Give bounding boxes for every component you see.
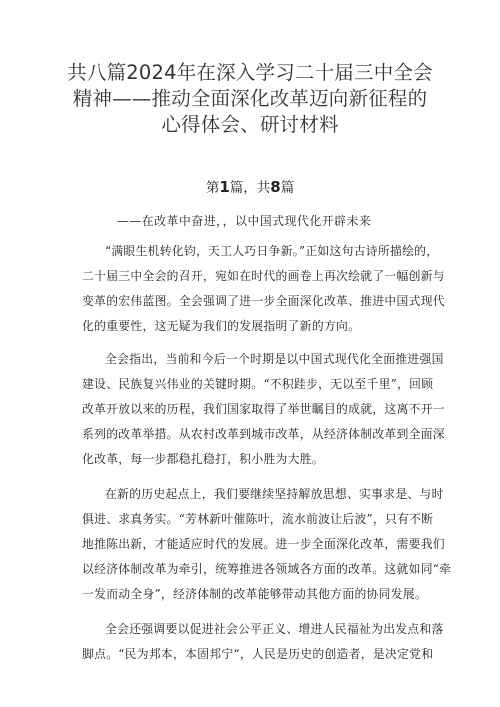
paragraph-line: 化的重要性，这无疑为我们的发展指明了新的方向。 <box>82 319 361 333</box>
paragraph-4 <box>82 617 444 667</box>
paragraph-line: 系列的改革举措。从农村改革到城市改革，从经济体制改革到全面深 <box>82 427 445 441</box>
paragraph-line: 地推陈出新，才能适应时代的发展。进一步全面深化改革，需要我们 <box>82 537 445 551</box>
paragraph-line: 在新的历史起点上，我们要继续坚持解放思想、实事求是、与时 <box>105 487 444 501</box>
part-suffix: 篇 <box>280 180 295 196</box>
article-subtitle: ——在改革中奋进，，以中国式现代化开辟未来 <box>117 214 372 228</box>
paragraph-line: 变革的宏伟蓝图。全会强调了进一步全面深化改革、推进中国式现代 <box>82 294 445 308</box>
paragraph-3 <box>82 482 452 607</box>
paragraph-line: 建设、民族复兴伟业的关键时期。“不积跬步，无以至千里”，回顾 <box>82 377 434 391</box>
paragraph-line: “满眼生机转化钧，天工人巧日争新。”正如这句古诗所描绘的， <box>105 244 439 258</box>
paragraph-line: 一发而动全身”，经济体制的改革能够带动其他方面的协同发展。 <box>82 587 428 601</box>
paragraph-line: 俱进、求真务实。“芳林新叶催陈叶，流水前波让后波”，只有不断 <box>82 512 434 526</box>
paragraph-line: 二十届三中全会的召开，宛如在时代的画卷上再次绘就了一幅创新与 <box>82 269 445 283</box>
paragraph-line: 以经济体制改革为牵引，统筹推进各领域各方面的改革。这就如同“牵 <box>82 562 452 576</box>
paragraph-line: 改革开放以来的历程，我们国家取得了举世瞩目的成就，这离不开一 <box>82 402 445 416</box>
part-indicator <box>0 176 500 196</box>
part-prefix: 第 <box>205 180 220 196</box>
part-total: 8 <box>270 178 281 196</box>
part-current: 1 <box>219 178 230 196</box>
document-title <box>40 60 460 138</box>
paragraph-1 <box>82 239 445 339</box>
part-middle: 篇，共 <box>229 180 271 196</box>
paragraph-line: 化改革，每一步都稳扎稳打，积小胜为大胜。 <box>82 452 324 466</box>
paragraph-line: 全会还强调要以促进社会公平正义、增进人民福祉为出发点和落 <box>105 622 444 636</box>
title-line: 心得体会、研讨材料 <box>161 113 339 136</box>
paragraph-line: 全会指出，当前和今后一个时期是以中国式现代化全面推进强国 <box>105 352 444 366</box>
paragraph-2 <box>82 347 445 472</box>
title-line: 共八篇2024年在深入学习二十届三中全会 <box>67 61 433 84</box>
title-line: 精神——推动全面深化改革迈向新征程的 <box>72 87 428 110</box>
paragraph-line: 脚点。“民为邦本，本固邦宁“，人民是历史的创造者，是决定党和 <box>82 647 434 661</box>
